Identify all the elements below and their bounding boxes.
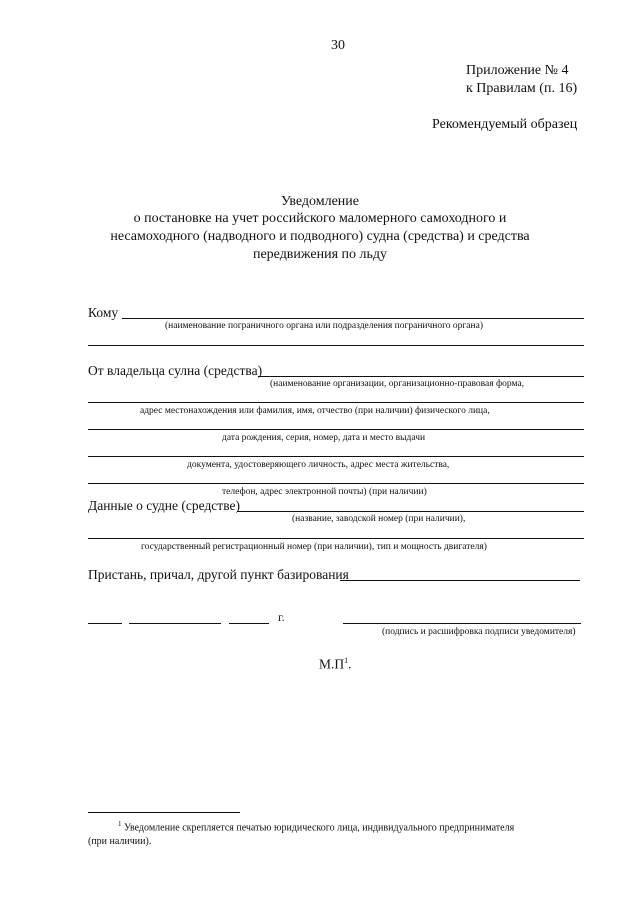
owner-caption-2: адрес местонахождения или фамилия, имя, отчество (при наличии) физического лица, (140, 406, 490, 416)
to-caption: (наименование пограничного органа или подразделения пограничного органа) (165, 321, 483, 331)
owner-caption-5: телефон, адрес электронной почты) (при наличии) (222, 487, 427, 497)
vessel-caption-2: государственный регистрационный номер (при наличии), тип и мощность двигателя) (141, 542, 487, 552)
owner-field-line-2[interactable] (88, 402, 584, 403)
title-line-3: несамоходного (надводного и подводного) судна (средства) и средства (110, 229, 530, 244)
vessel-field-line-1[interactable] (237, 511, 584, 512)
stamp-place (319, 656, 352, 673)
owner-caption-3: дата рождения, серия, номер, дата и место выдачи (222, 433, 426, 443)
date-day-line[interactable] (88, 623, 122, 624)
owner-field-line-3[interactable] (88, 429, 584, 430)
signature-line[interactable] (343, 623, 581, 624)
appendix-number: Приложение № 4 (466, 63, 569, 78)
owner-caption-1: (наименование организации, организационно-правовая форма, (270, 379, 525, 389)
title-line-4: передвижения по льду (252, 247, 388, 262)
base-label: Пристань, причал, другой пункт базирования (88, 567, 349, 582)
date-year-line[interactable] (229, 623, 269, 624)
stamp-label: М.П (319, 656, 345, 672)
to-label: Кому (88, 305, 119, 320)
vessel-caption-1: (название, заводской номер (при наличии), (292, 514, 466, 524)
title-line-2: о постановке на учет российского маломерного самоходного и (133, 211, 507, 226)
owner-field-line-4[interactable] (88, 456, 584, 457)
owner-caption-4: документа, удостоверяющего личность, адрес места жительства, (187, 460, 450, 470)
appendix-rules-ref: к Правилам (п. 16) (466, 81, 578, 96)
footnote-text: Уведомление скрепляется печатью юридического лица, индивидуального предпринимателя (124, 822, 515, 834)
vessel-label: Данные о судне (средстве) (88, 498, 240, 513)
to-field-line-2[interactable] (88, 345, 584, 346)
signature-caption: (подпись и расшифровка подписи уведомителя) (382, 627, 576, 637)
base-field-line[interactable] (340, 580, 580, 581)
footnote-text-2: (при наличии). (88, 836, 152, 847)
owner-field-line-5[interactable] (88, 483, 584, 484)
owner-field-line-1[interactable] (258, 376, 584, 377)
title-line-1: Уведомление (280, 194, 359, 209)
stamp-footnote-ref: 1 (344, 656, 349, 665)
date-month-line[interactable] (129, 623, 221, 624)
recommended-sample: Рекомендуемый образец (432, 117, 578, 132)
owner-label: От владельца сулна (средства) (88, 363, 263, 378)
footnote-mark: 1 (118, 820, 122, 828)
year-suffix: г. (278, 610, 285, 624)
stamp-dot: . (348, 656, 352, 672)
footnote (118, 820, 514, 833)
to-field-line[interactable] (122, 318, 584, 319)
footnote-separator (88, 812, 240, 813)
vessel-field-line-2[interactable] (88, 538, 584, 539)
page-number: 30 (331, 38, 345, 53)
